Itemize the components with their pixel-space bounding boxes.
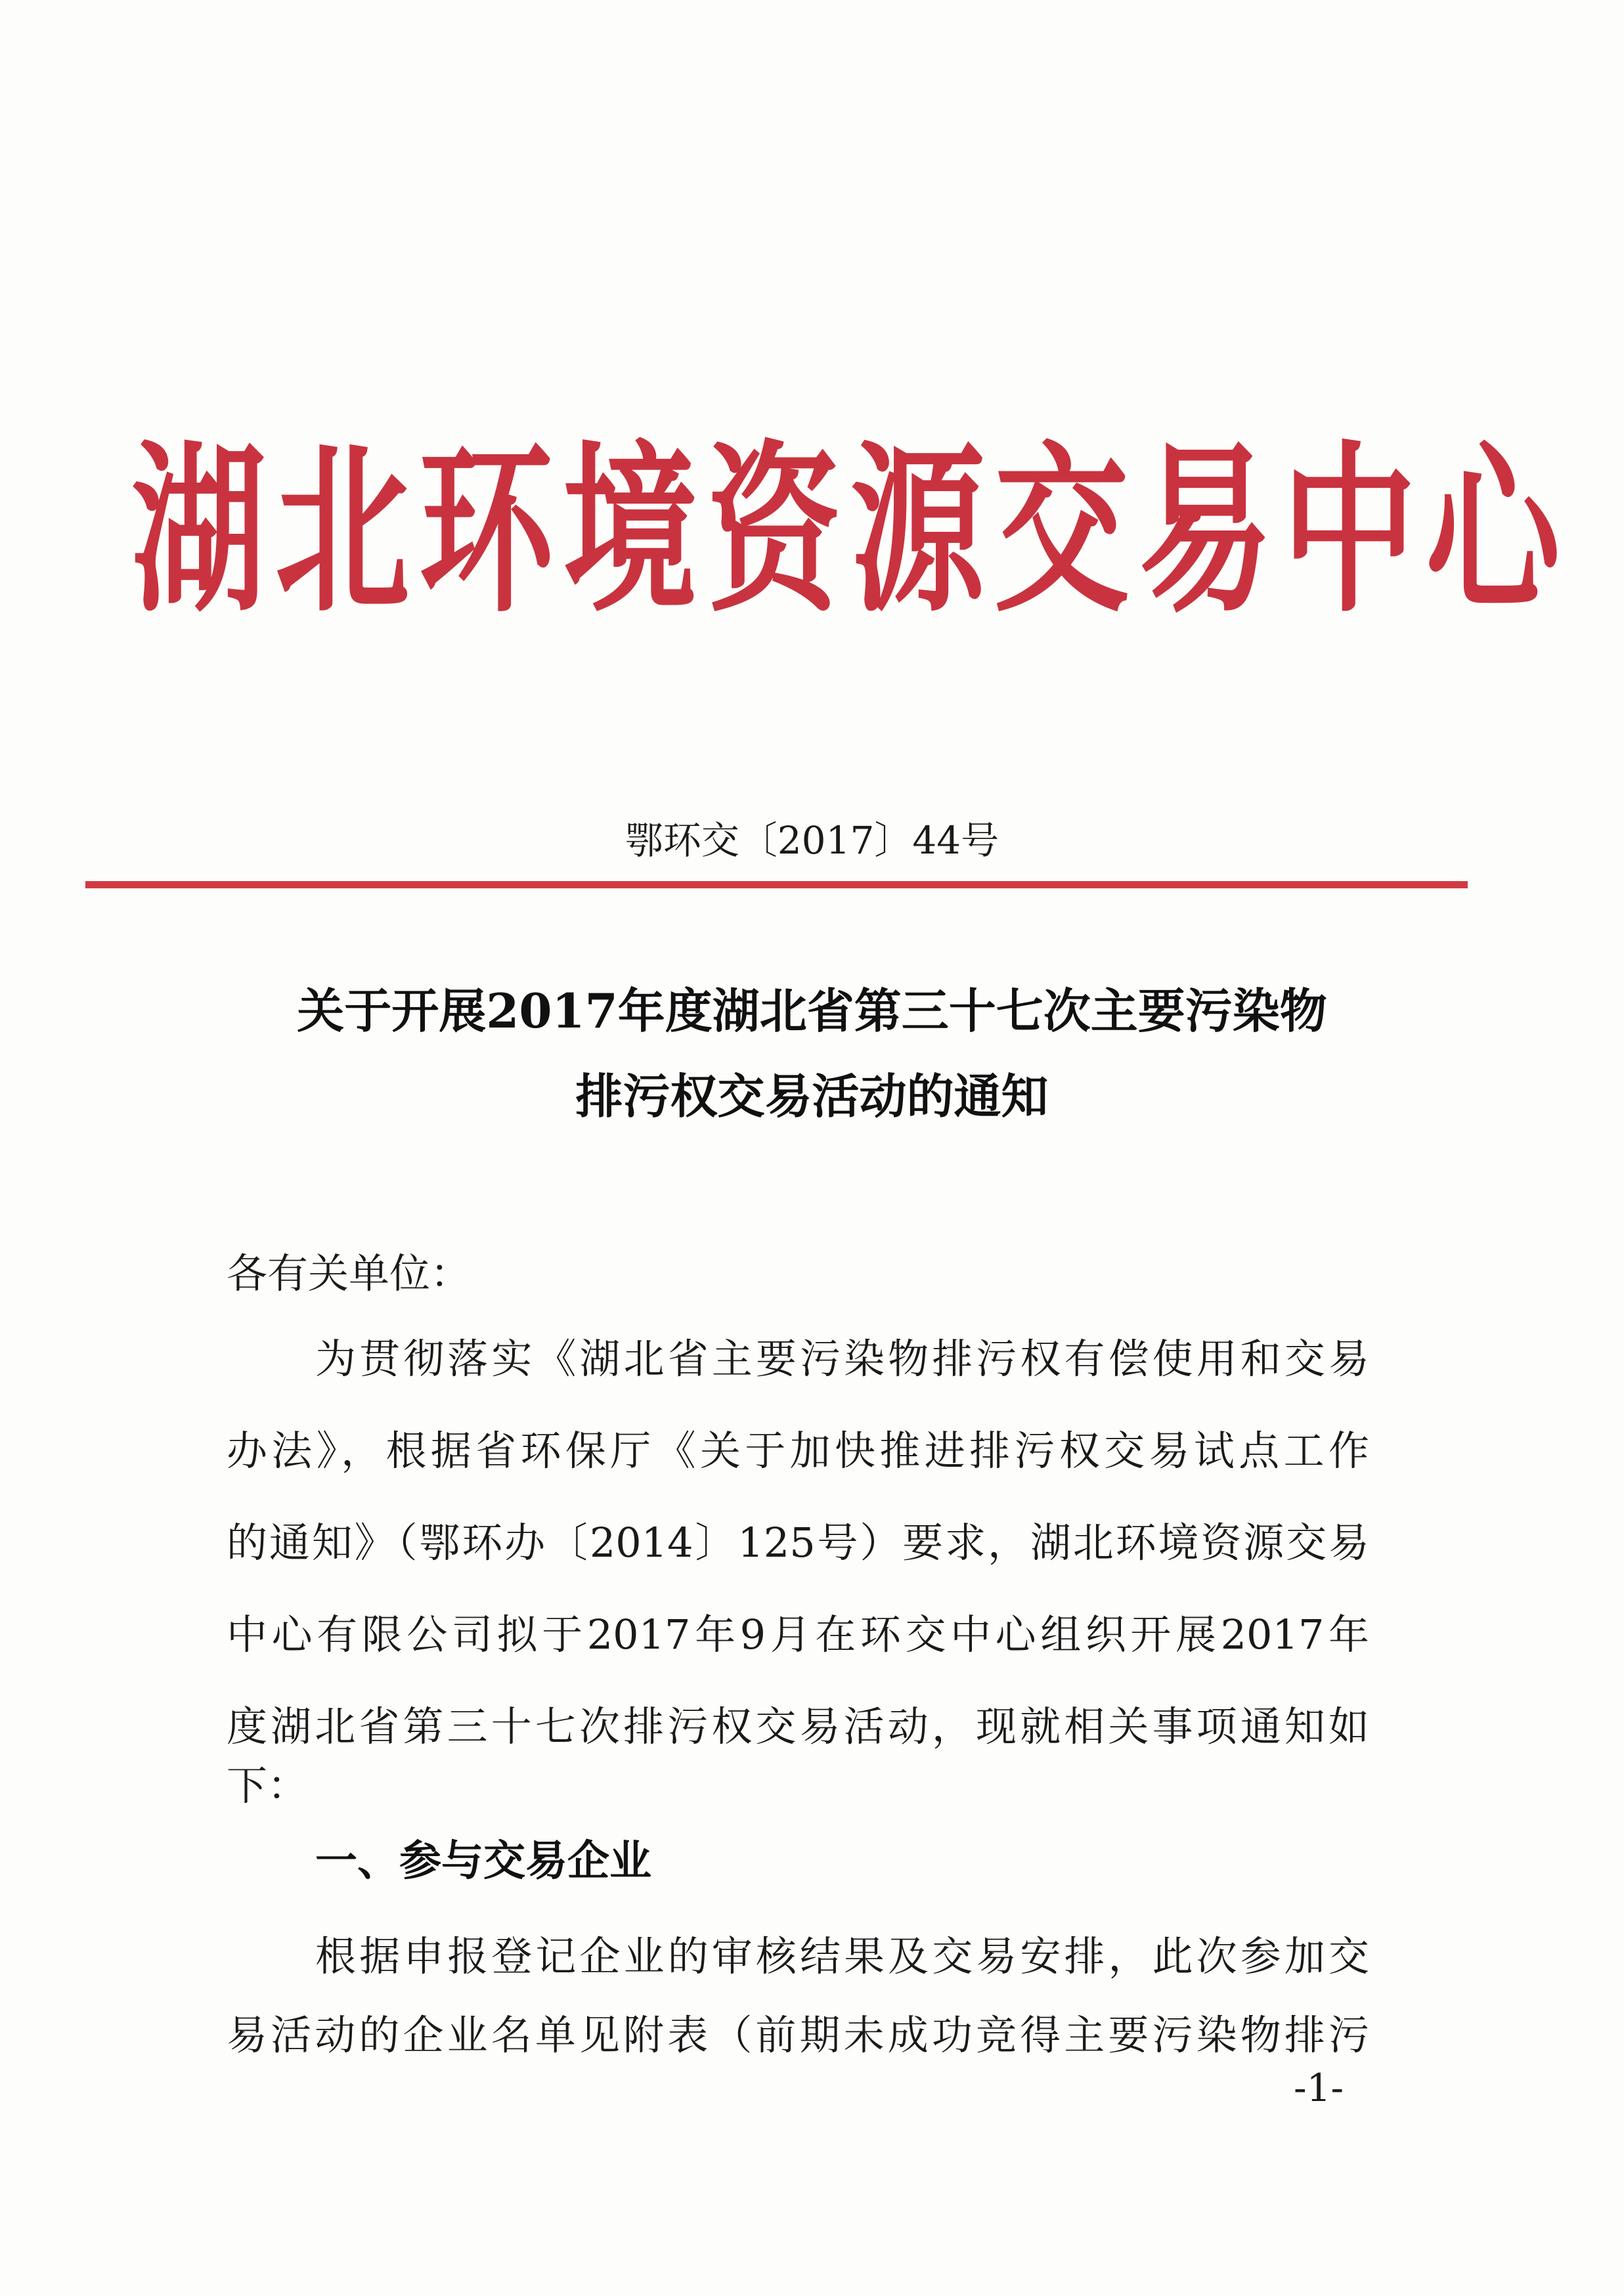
letterhead-red-rule <box>85 881 1468 888</box>
salutation: 各有关单位： <box>227 1249 472 1297</box>
paragraph-1-line-1: 为贯彻落实《湖北省主要污染物排污权有偿使用和交易 <box>315 1335 1369 1383</box>
document-number: 鄂环交〔2017〕44号 <box>625 818 999 863</box>
page-number: -1- <box>1294 2066 1344 2110</box>
document-title-line-1: 关于开展2017年度湖北省第三十七次主要污染物 <box>297 983 1327 1039</box>
section-1-line-1: 根据申报登记企业的审核结果及交易安排，此次参加交 <box>315 1932 1369 1980</box>
letterhead-organization-name: 湖北环境资源交易中心 <box>131 426 1569 638</box>
paragraph-1-line-5: 度湖北省第三十七次排污权交易活动，现就相关事项通知如 <box>227 1702 1369 1750</box>
document-title-line-2: 排污权交易活动的通知 <box>575 1068 1049 1124</box>
paragraph-1-line-3: 的通知》（鄂环办〔2014〕125号）要求，湖北环境资源交易 <box>227 1519 1369 1567</box>
section-1-line-2: 易活动的企业名单见附表（前期未成功竞得主要污染物排污 <box>227 2011 1369 2059</box>
section-1-heading: 一、参与交易企业 <box>315 1837 651 1886</box>
paragraph-1-line-2: 办法》，根据省环保厅《关于加快推进排污权交易试点工作 <box>227 1427 1369 1475</box>
paragraph-1-line-6: 下： <box>227 1762 309 1809</box>
paragraph-1-line-4: 中心有限公司拟于2017年9月在环交中心组织开展2017年 <box>227 1611 1369 1658</box>
